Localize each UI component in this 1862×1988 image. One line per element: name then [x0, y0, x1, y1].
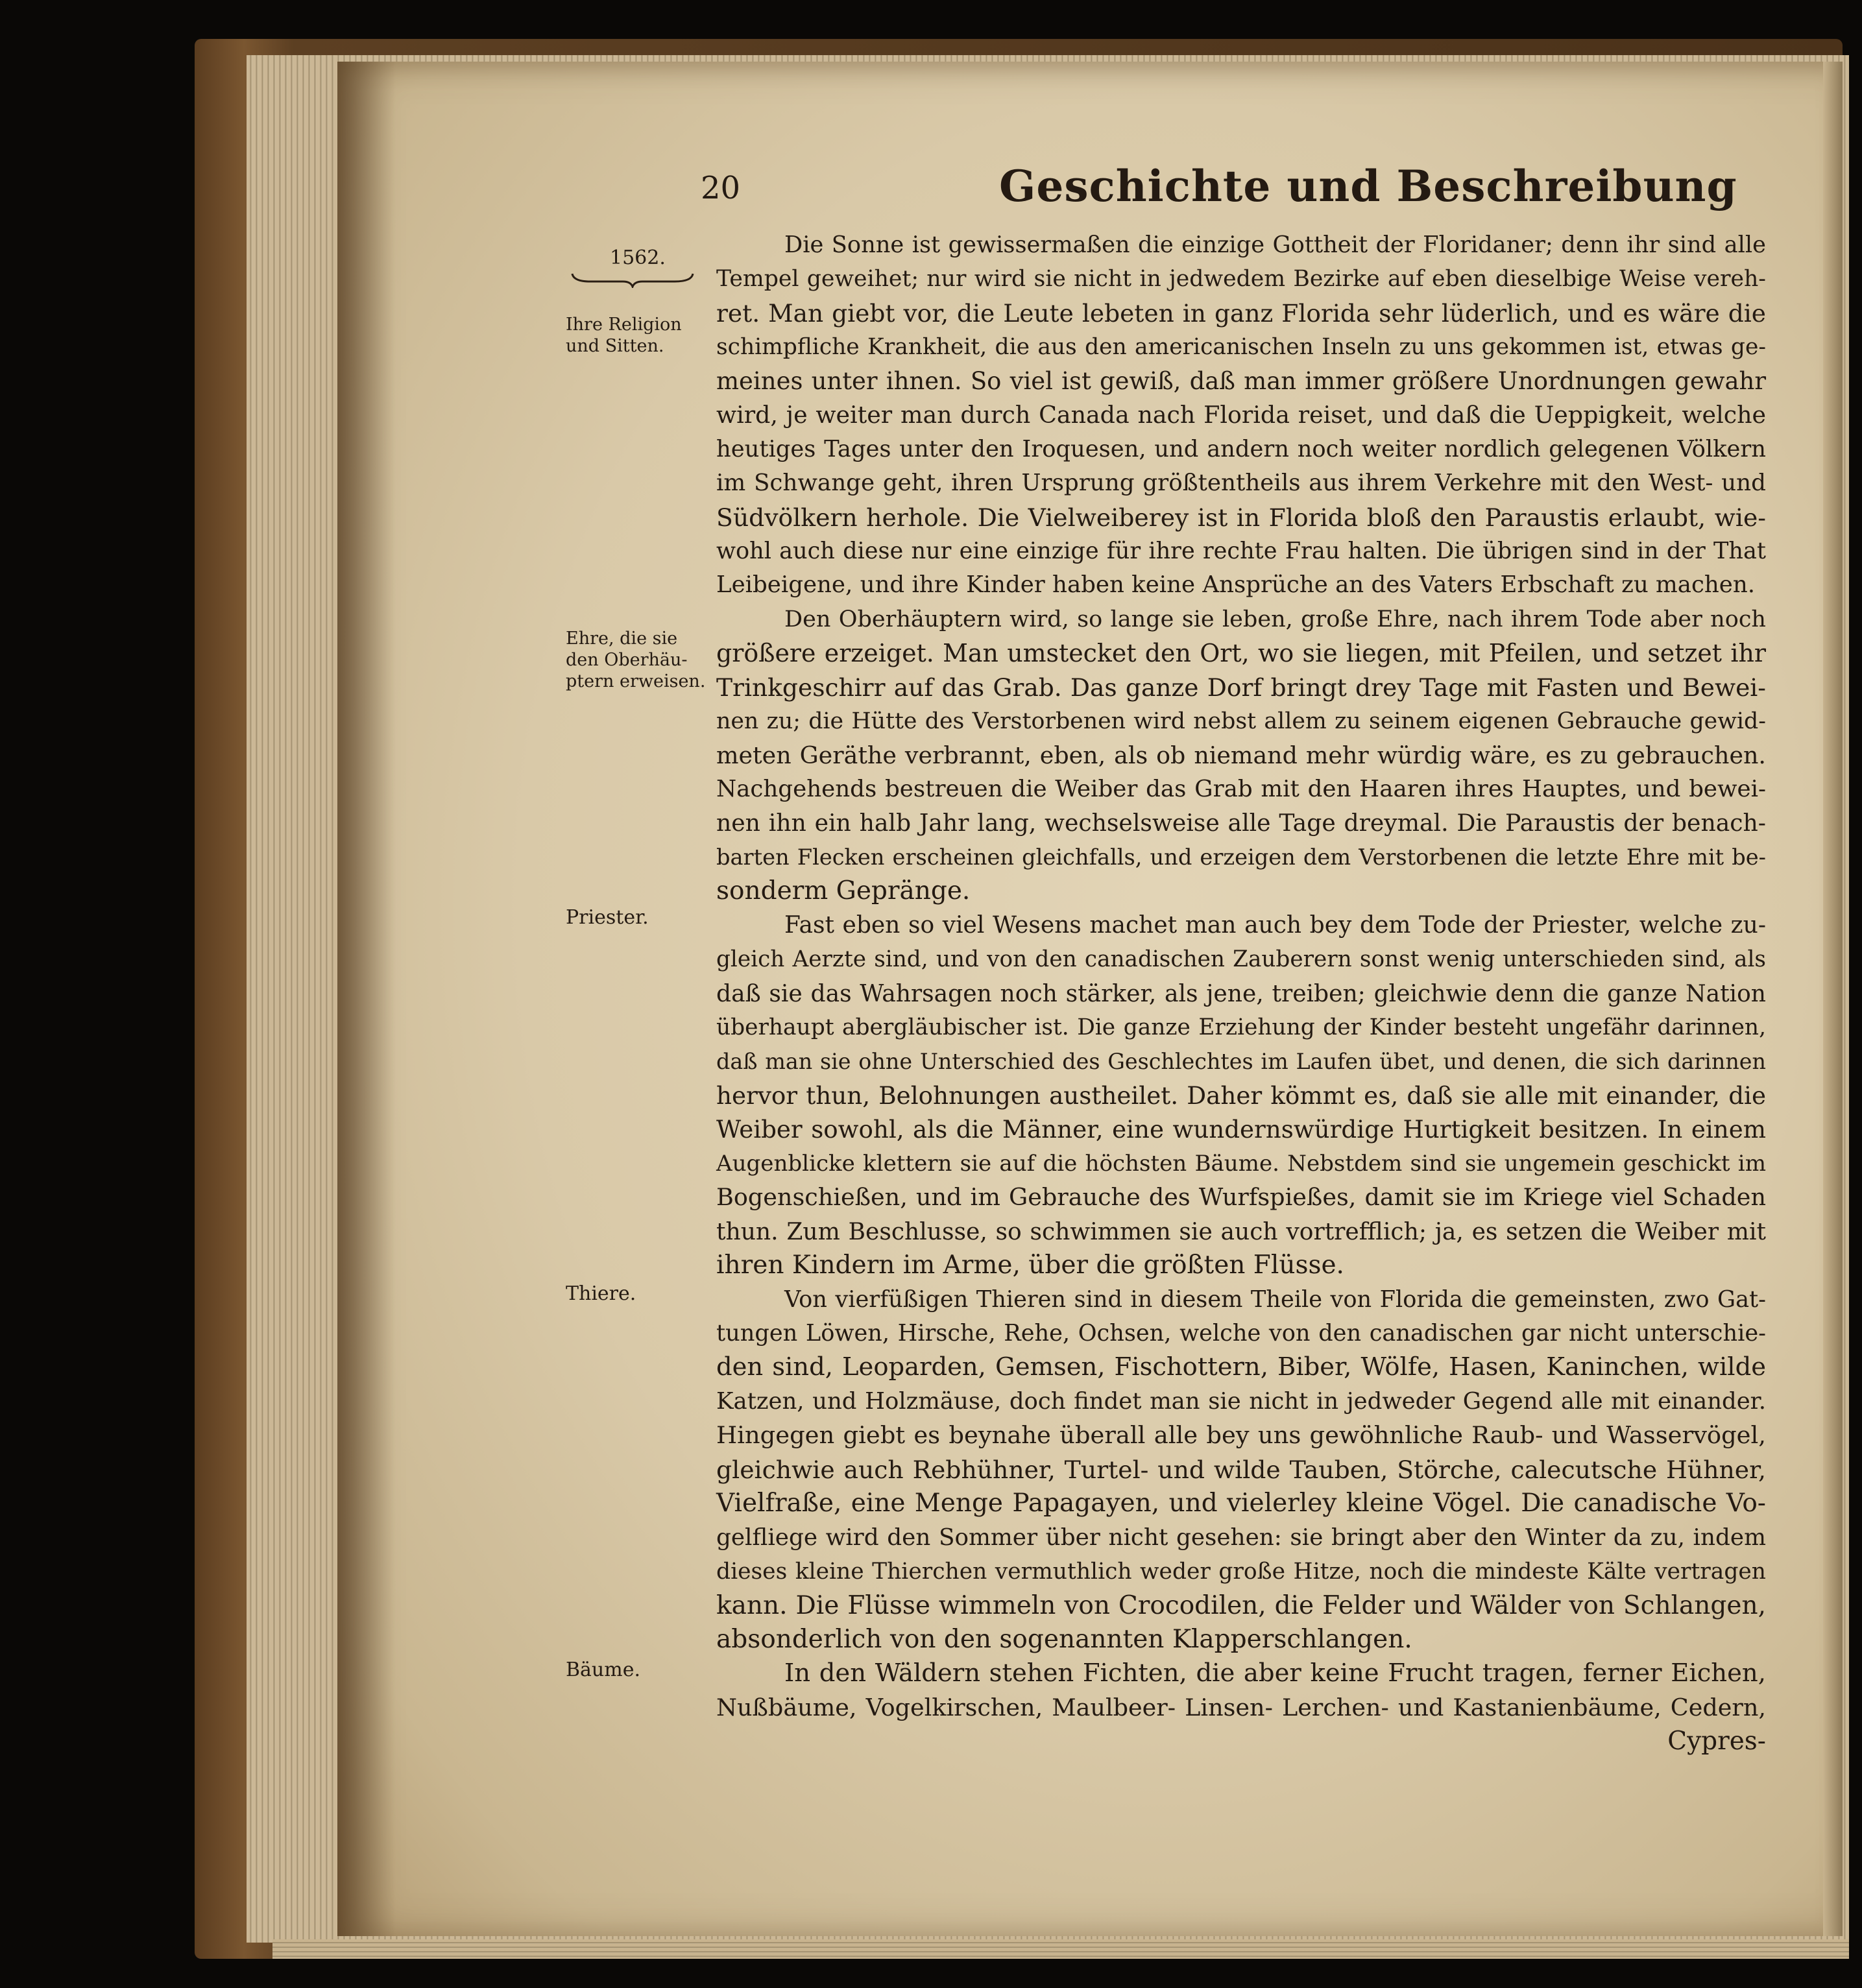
margin-note-honour	[566, 628, 715, 692]
running-title: Geschichte und Beschreibung	[999, 161, 1737, 211]
text-line: Südvölkern herhole. Die Vielweiberey ist in Florida bloß den Paraustis erlaubt, wie-	[716, 503, 1766, 532]
margin-year: 1562.	[610, 246, 666, 269]
text-line: ret. Man giebt vor, die Leute lebeten in ganz Florida sehr lüderlich, und es wäre die	[716, 298, 1766, 328]
text-line: gelfliege wird den Sommer über nicht gesehen: sie bringt aber den Winter da zu, indem	[716, 1524, 1766, 1551]
text-line: daß sie das Wahrsagen noch stärker, als jene, treiben; gleichwie denn die ganze Nation	[716, 979, 1766, 1007]
margin-note-religion	[566, 314, 715, 357]
text-line: Katzen, und Holzmäuse, doch findet man sie nicht in jedweder Gegend alle mit einander.	[716, 1387, 1766, 1415]
text-line: Augenblicke klettern sie auf die höchsten Bäume. Nebstdem sind sie ungemein geschickt im	[716, 1150, 1766, 1177]
text-line: überhaupt abergläubischer ist. Die ganze Erziehung der Kinder besteht ungefähr darinnen,	[716, 1014, 1766, 1041]
text-line: sonderm Gepränge.	[716, 876, 971, 906]
margin-note-line: Bäume.	[566, 1659, 640, 1681]
text-line: ihren Kindern im Arme, über die größten Flüsse.	[716, 1251, 1344, 1280]
text-line: Nußbäume, Vogelkirschen, Maulbeer- Linsen- Lerchen- und Kastanienbäume, Cedern,	[716, 1693, 1766, 1721]
margin-note-line: den Oberhäu-	[566, 650, 688, 670]
text-line: den sind, Leoparden, Gemsen, Fischottern, Biber, Wölfe, Hasen, Kaninchen, wilde	[716, 1352, 1766, 1382]
text-line: Trinkgeschirr auf das Grab. Das ganze Dorf bringt drey Tage mit Fasten und Bewei-	[716, 673, 1766, 702]
text-line: barten Flecken erscheinen gleichfalls, und erzeigen dem Verstorbenen die letzte Ehre mit be-	[716, 844, 1766, 870]
text-line: Von vierfüßigen Thieren sind in diesem Theile von Florida die gemeinsten, zwo Gat-	[784, 1286, 1766, 1313]
text-line: schimpfliche Krankheit, die aus den americanischen Inseln zu uns gekommen ist, etwas ge-	[716, 334, 1766, 361]
text-line: Tempel geweihet; nur wird sie nicht in jedwedem Bezirke auf eben dieselbige Weise vereh-	[716, 266, 1766, 293]
text-line: nen zu; die Hütte des Verstorbenen wird nebst allem zu seinem eigenen Gebrauche gewid-	[716, 708, 1766, 735]
text-line: wohl auch diese nur eine einzige für ihre rechte Frau halten. Die übrigen sind in der That	[716, 537, 1766, 564]
text-line: absonderlich von den sogenannten Klapperschlangen.	[716, 1624, 1412, 1654]
text-line: meten Geräthe verbrannt, eben, als ob niemand mehr würdig wäre, es zu gebrauchen.	[716, 741, 1766, 769]
text-line: im Schwange geht, ihren Ursprung größtentheils aus ihrem Verkehre mit den West- und	[716, 470, 1766, 497]
text-line: heutiges Tages unter den Iroquesen, und andern noch weiter nordlich gelegenen Völkern	[716, 435, 1766, 462]
text-line: Vielfraße, eine Menge Papagayen, und vielerley kleine Vögel. Die canadische Vo-	[716, 1489, 1766, 1518]
text-line: gleichwie auch Rebhühner, Turtel- und wilde Tauben, Störche, calecutsche Hühner,	[716, 1455, 1766, 1484]
body-text	[716, 228, 1766, 1759]
text-line: wird, je weiter man durch Canada nach Florida reiset, und daß die Ueppigkeit, welche	[716, 401, 1766, 429]
margin-brace	[571, 271, 694, 288]
gutter-shadow	[337, 62, 396, 1936]
text-line: Die Sonne ist gewissermaßen die einzige Gottheit der Floridaner; denn ihr sind alle	[784, 232, 1766, 258]
text-line: dieses kleine Thierchen vermuthlich weder große Hitze, noch die mindeste Kälte vertragen	[716, 1559, 1766, 1585]
text-line: Fast eben so viel Wesens machet man auch bey dem Tode der Priester, welche zu-	[784, 911, 1766, 939]
page-edges-bottom	[272, 1939, 1849, 1959]
margin-note-line: Thiere.	[566, 1282, 636, 1305]
text-line: Den Oberhäuptern wird, so lange sie leben, große Ehre, nach ihrem Tode aber noch	[784, 605, 1766, 632]
page-header	[701, 161, 1817, 219]
text-line: In den Wäldern stehen Fichten, die aber keine Frucht tragen, ferner Eichen,	[784, 1659, 1766, 1688]
text-line: nen ihn ein halb Jahr lang, wechselsweise alle Tage dreymal. Die Paraustis der benach-	[716, 809, 1766, 837]
text-line: Leibeigene, und ihre Kinder haben keine Ansprüche an des Vaters Erbschaft zu machen.	[716, 571, 1756, 599]
margin-note-line: und Sitten.	[566, 336, 664, 356]
margin-note-line: ptern erweisen.	[566, 671, 706, 691]
text-line: größere erzeiget. Man umstecket den Ort, wo sie liegen, mit Pfeilen, und setzet ihr	[716, 639, 1766, 668]
margin-note-trees	[566, 1659, 715, 1681]
text-line: hervor thun, Belohnungen austheilet. Daher kömmt es, daß sie alle mit einander, die	[716, 1081, 1766, 1110]
page-number: 20	[701, 170, 741, 206]
catchword: Cypres-	[1667, 1727, 1766, 1756]
text-line: Weiber sowohl, als die Männer, eine wundernswürdige Hurtigkeit besitzen. In einem	[716, 1115, 1766, 1144]
margin-note-priests	[566, 907, 715, 928]
text-line: daß man sie ohne Unterschied des Geschlechtes im Laufen übet, und denen, die sich darinnen	[716, 1048, 1766, 1074]
text-line: kann. Die Flüsse wimmeln von Crocodilen, die Felder und Wälder von Schlangen,	[716, 1590, 1766, 1620]
text-line: meines unter ihnen. So viel ist gewiß, daß man immer größere Unordnungen gewahr	[716, 366, 1766, 395]
text-line: Hingegen giebt es beynahe überall alle bey uns gewöhnliche Raub- und Wasservögel,	[716, 1421, 1766, 1450]
page-right-edge	[1823, 62, 1843, 1936]
margin-note-line: Priester.	[566, 906, 649, 929]
text-line: thun. Zum Beschlusse, so schwimmen sie auch vortrefflich; ja, es setzen die Weiber mit	[716, 1217, 1766, 1245]
text-line: tungen Löwen, Hirsche, Rehe, Ochsen, welche von den canadischen gar nicht unterschie-	[716, 1320, 1766, 1347]
text-line: Nachgehends bestreuen die Weiber das Grab mit den Haaren ihres Hauptes, und bewei-	[716, 776, 1766, 802]
margin-note-line: Ihre Religion	[566, 315, 682, 335]
text-line: gleich Aerzte sind, und von den canadischen Zauberern sonst wenig unterschieden sind, als	[716, 946, 1766, 973]
margin-note-line: Ehre, die sie	[566, 629, 678, 649]
margin-note-animals	[566, 1283, 715, 1304]
text-line: Bogenschießen, und im Gebrauche des Wurfspießes, damit sie im Kriege viel Schaden	[716, 1183, 1766, 1212]
